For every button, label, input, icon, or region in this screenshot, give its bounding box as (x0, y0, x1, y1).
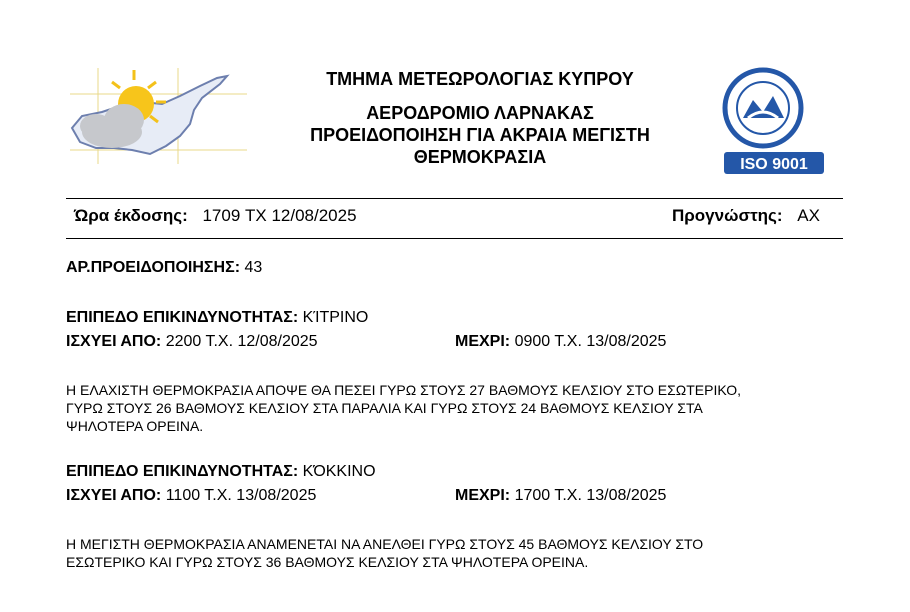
warning-1-level (66, 309, 368, 327)
warning-number-label: ΑΡ.ΠΡΟΕΙΔΟΠΟΙΗΣΗΣ: (66, 259, 241, 276)
level-label: ΕΠΙΠΕΔΟ ΕΠΙΚΙΝΔΥΝΟΤΗΤΑΣ: (66, 309, 299, 326)
document-title (270, 102, 690, 168)
warning-2-valid-from (66, 487, 316, 505)
title-line-2: ΘΕΡΜΟΚΡΑΣΙΑ (413, 147, 547, 167)
warning-2-valid-until (455, 487, 666, 505)
header-divider-bottom (66, 238, 843, 239)
warning-2-level (66, 463, 376, 481)
forecaster-value: AX (797, 206, 820, 225)
warning-2-text (66, 535, 856, 571)
issue-time-label: Ώρα έκδοσης: (74, 206, 188, 225)
text-line: ΨΗΛΟΤΕΡΑ ΟΡΕΙΝΑ. (66, 418, 204, 434)
text-line: ΓΥΡΩ ΣΤΟΥΣ 26 ΒΑΘΜΟΥΣ ΚΕΛΣΙΟΥ ΣΤΑ ΠΑΡΑΛΙΑ ΚΑΙ ΓΥΡΩ ΣΤΟΥΣ 24 ΒΑΘΜΟΥΣ ΚΕΛΣΙΟΥ ΣΤΑ (66, 400, 703, 416)
valid-from-label: ΙΣΧΥΕΙ ΑΠΟ: (66, 487, 162, 504)
warning-number-value: 43 (244, 259, 263, 276)
valid-until-value: 0900 Τ.Χ. 13/08/2025 (514, 333, 667, 350)
text-line: ΕΣΩΤΕΡΙΚΟ ΚΑΙ ΓΥΡΩ ΣΤΟΥΣ 36 ΒΑΘΜΟΥΣ ΚΕΛΣΙΟΥ ΣΤΑ ΨΗΛΟΤΕΡΑ ΟΡΕΙΝΑ. (66, 554, 589, 570)
title-line-1: ΠΡΟΕΙΔΟΠΟΙΗΣΗ ΓΙΑ ΑΚΡΑΙΑ ΜΕΓΙΣΤΗ (310, 125, 650, 145)
valid-from-label: ΙΣΧΥΕΙ ΑΠΟ: (66, 333, 162, 350)
warning-1-valid-until (455, 333, 666, 351)
valid-until-value: 1700 Τ.Χ. 13/08/2025 (514, 487, 667, 504)
warning-1-text (66, 381, 856, 435)
valid-from-value: 2200 Τ.Χ. 12/08/2025 (165, 333, 318, 350)
forecaster-label: Προγνώστης: (672, 206, 783, 225)
station-name: ΑΕΡΟΔΡΟΜΙΟ ΛΑΡΝΑΚΑΣ (366, 103, 594, 123)
valid-until-label: ΜΕΧΡΙ: (455, 333, 511, 350)
valid-from-value: 1100 Τ.Χ. 13/08/2025 (165, 487, 317, 504)
iso-9001-certification-logo (710, 66, 840, 178)
valid-until-label: ΜΕΧΡΙ: (455, 487, 511, 504)
header-divider-top (66, 198, 843, 199)
warning-1-valid-from (66, 333, 318, 351)
cyprus-sun-cloud-logo (62, 66, 252, 166)
text-line: Η ΜΕΓΙΣΤΗ ΘΕΡΜΟΚΡΑΣΙΑ ΑΝΑΜΕΝΕΤΑΙ ΝΑ ΑΝΕΛΘΕΙ ΓΥΡΩ ΣΤΟΥΣ 45 ΒΑΘΜΟΥΣ ΚΕΛΣΙΟΥ ΣΤΟ (66, 536, 704, 552)
level-value: ΚΌΚΚΙΝΟ (302, 463, 376, 480)
organization-name: ΤΜΗΜΑ ΜΕΤΕΩΡΟΛΟΓΙΑΣ ΚΥΠΡΟΥ (326, 69, 634, 89)
level-label: ΕΠΙΠΕΔΟ ΕΠΙΚΙΝΔΥΝΟΤΗΤΑΣ: (66, 463, 299, 480)
level-value: ΚΊΤΡΙΝΟ (302, 309, 369, 326)
issue-time (74, 206, 357, 226)
issue-time-value: 1709 TX 12/08/2025 (202, 206, 357, 225)
forecaster (672, 206, 820, 226)
iso-label: ISO 9001 (740, 156, 808, 173)
warning-number (66, 259, 262, 277)
text-line: Η ΕΛΑΧΙΣΤΗ ΘΕΡΜΟΚΡΑΣΙΑ ΑΠΟΨΕ ΘΑ ΠΕΣΕΙ ΓΥΡΩ ΣΤΟΥΣ 27 ΒΑΘΜΟΥΣ ΚΕΛΣΙΟΥ ΣΤΟ ΕΣΩΤΕΡΙΚΟ, (66, 382, 742, 398)
